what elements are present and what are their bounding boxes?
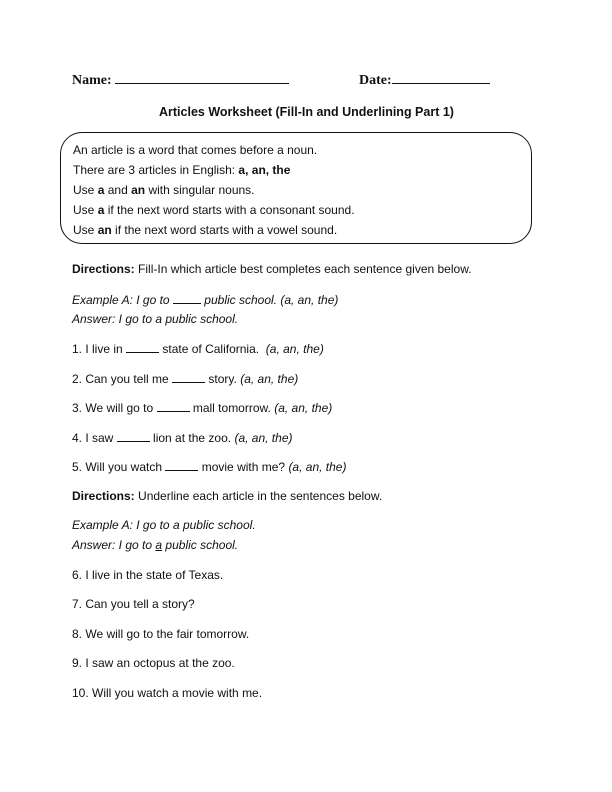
info-line-1: An article is a word that comes before a noun. xyxy=(73,143,318,157)
directions-text: Fill-In which article best completes each sentence given below. xyxy=(138,262,472,276)
info-line-3-mid: and xyxy=(107,183,128,197)
directions-fill-in xyxy=(72,262,472,276)
sentence-9[interactable]: 9. I saw an octopus at the zoo. xyxy=(72,656,235,670)
question-text: 3. We will go to xyxy=(72,401,154,415)
date-field[interactable] xyxy=(359,71,490,89)
answer-a-underline xyxy=(72,538,238,552)
article-an: an xyxy=(97,223,112,237)
directions-text: Underline each article in the sentences below. xyxy=(138,489,383,503)
sentence-7[interactable]: 7. Can you tell a story? xyxy=(72,597,195,611)
directions-label: Directions: xyxy=(72,489,135,503)
question-text: story. xyxy=(208,372,237,386)
sentence-10[interactable]: 10. Will you watch a movie with me. xyxy=(72,686,263,700)
question-text: 5. Will you watch xyxy=(72,460,163,474)
answer-blank[interactable] xyxy=(172,371,205,383)
question-text: state of California. xyxy=(162,342,260,356)
info-line-4-suffix: if the next word starts with a consonant sound. xyxy=(107,203,355,217)
info-line-3-prefix: Use xyxy=(73,183,95,197)
underlined-article: a xyxy=(155,538,163,552)
directions-underline xyxy=(72,489,382,503)
answer-a-fill-in: Answer: I go to a public school. xyxy=(72,312,239,326)
articles-list: a, an, the xyxy=(238,163,291,177)
choices: (a, an, the) xyxy=(274,401,333,415)
sentence-6[interactable]: 6. I live in the state of Texas. xyxy=(72,568,224,582)
answer-after: public school. xyxy=(165,538,239,552)
name-label: Name: xyxy=(72,73,112,88)
info-line-4 xyxy=(73,203,355,217)
choices: (a, an, the) xyxy=(265,342,324,356)
info-line-2-text: There are 3 articles in English: xyxy=(73,163,236,177)
date-blank[interactable] xyxy=(392,71,490,84)
info-line-3-suffix: with singular nouns. xyxy=(148,183,255,197)
question-text: 1. I live in xyxy=(72,342,123,356)
directions-label: Directions: xyxy=(72,262,135,276)
article-an: an xyxy=(131,183,146,197)
question-2 xyxy=(72,371,298,386)
choices: (a, an, the) xyxy=(234,431,293,445)
question-text: movie with me? xyxy=(201,460,286,474)
question-4 xyxy=(72,430,292,445)
question-text: 2. Can you tell me xyxy=(72,372,169,386)
example-blank xyxy=(173,292,201,304)
worksheet-title: Articles Worksheet (Fill-In and Underlining Part 1) xyxy=(159,105,454,119)
answer-blank[interactable] xyxy=(157,400,190,412)
answer-before: Answer: I go to xyxy=(72,538,153,552)
info-line-5-prefix: Use xyxy=(73,223,95,237)
info-line-2 xyxy=(73,163,290,177)
name-blank[interactable] xyxy=(115,71,289,84)
question-3 xyxy=(72,400,332,415)
info-box xyxy=(60,132,532,244)
question-1 xyxy=(72,341,324,356)
answer-blank[interactable] xyxy=(165,459,198,471)
info-line-5-suffix: if the next word starts with a vowel sound. xyxy=(115,223,338,237)
choices: (a, an, the) xyxy=(288,460,347,474)
example-a-underline: Example A: I go to a public school. xyxy=(72,518,256,532)
sentence-8[interactable]: 8. We will go to the fair tomorrow. xyxy=(72,627,250,641)
example-before: Example A: I go to xyxy=(72,293,170,307)
info-line-4-prefix: Use xyxy=(73,203,95,217)
date-label: Date: xyxy=(359,73,392,88)
article-a: a xyxy=(97,183,105,197)
example-a-fill-in xyxy=(72,292,338,307)
name-field[interactable] xyxy=(72,71,289,89)
example-after: public school. (a, an, the) xyxy=(204,293,339,307)
question-text: lion at the zoo. xyxy=(153,431,232,445)
question-text: 4. I saw xyxy=(72,431,114,445)
answer-blank[interactable] xyxy=(126,341,159,353)
question-5 xyxy=(72,459,346,474)
choices: (a, an, the) xyxy=(240,372,299,386)
question-text: mall tomorrow. xyxy=(192,401,271,415)
info-line-5 xyxy=(73,223,337,237)
info-line-3 xyxy=(73,183,255,197)
article-a: a xyxy=(97,203,105,217)
answer-blank[interactable] xyxy=(117,430,150,442)
